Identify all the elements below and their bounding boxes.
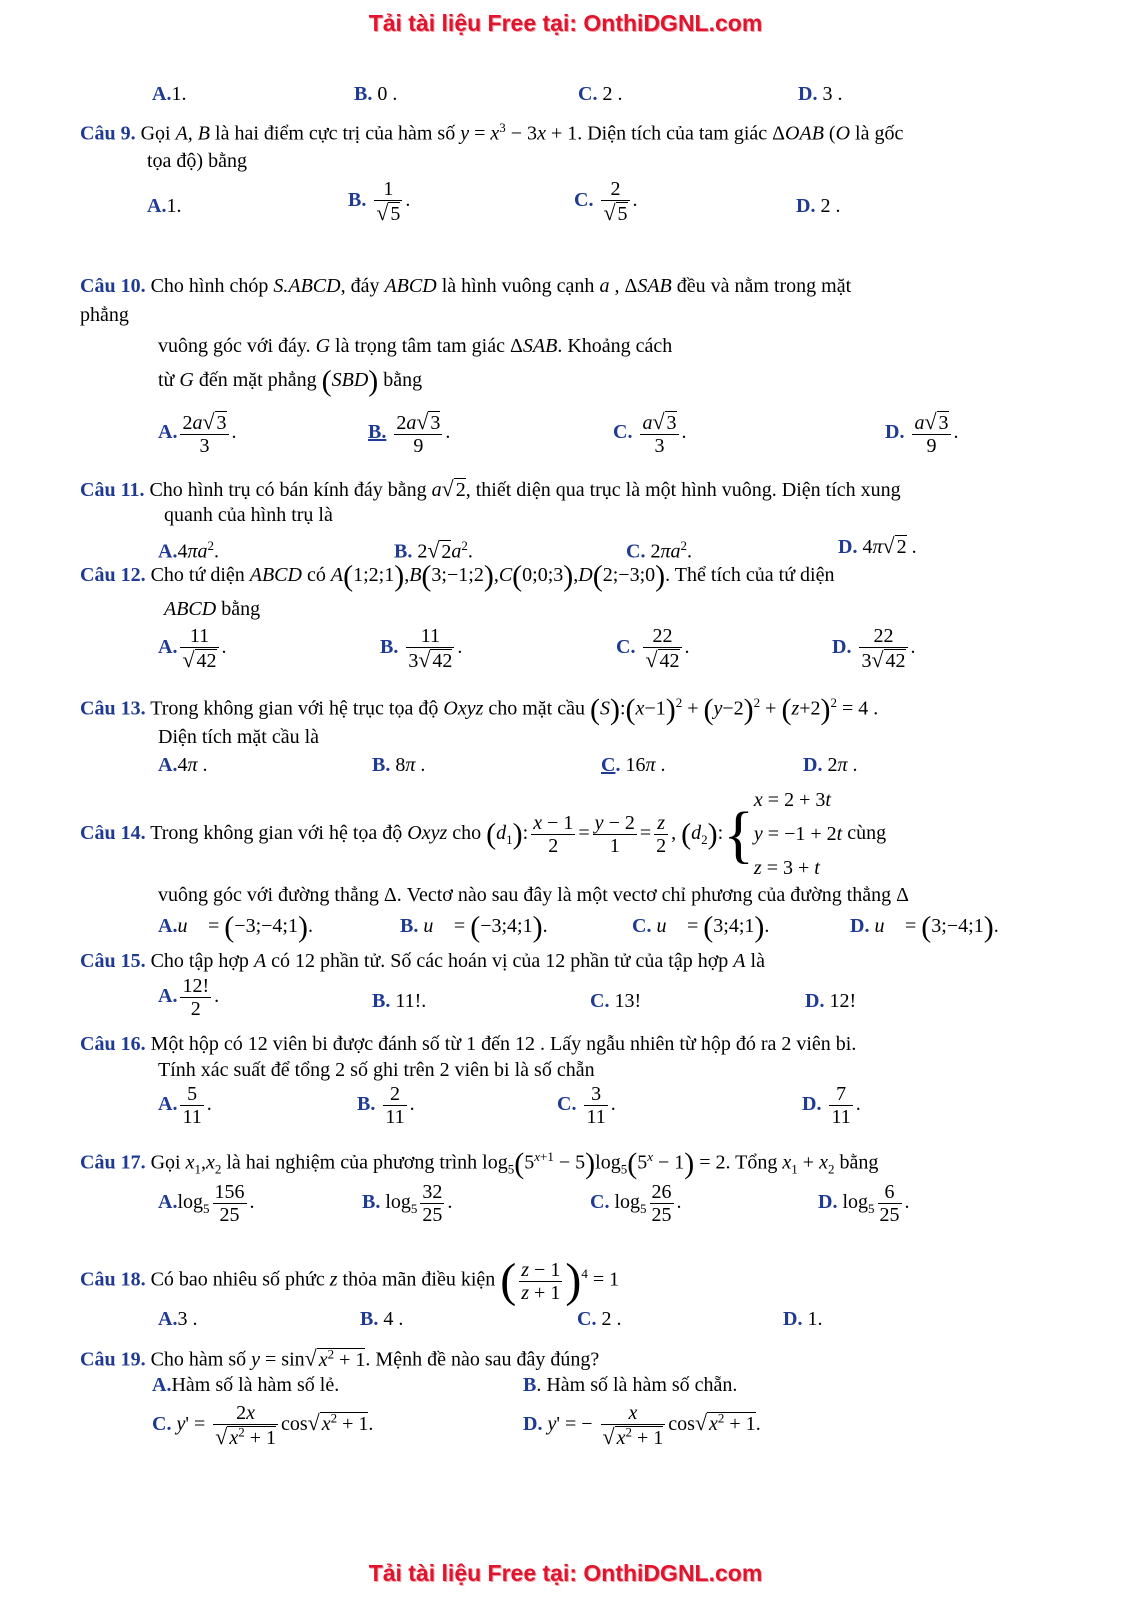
q9-option-b: B. $\frac{1}{√ 5}$ . xyxy=(348,178,411,225)
q17-stem: Câu 17. Gọi $x_1,x_2$ là hai nghiệm của phương trình $\log_5(5^{x+1} - 5)\log_5(5^x - 1) = 2$. Tổng $x_1 + x_2$ bằng xyxy=(80,1147,879,1181)
q8-option-c: C. 2 . xyxy=(578,83,623,105)
q18-stem: Câu 18. Có bao nhiêu số phức z thỏa mãn điều kiện ( $\frac{z - 1}{z + 1}$ )$^4$ = 1 xyxy=(80,1254,620,1308)
q17-option-d: D. $\log_5$ $\frac{6}{25}$ . xyxy=(818,1181,910,1226)
q15-option-d: D. 12! xyxy=(805,990,857,1012)
q15-option-a: A. $\frac{12!}{2}$ . xyxy=(158,975,220,1020)
q8-option-b: B. 0 . xyxy=(354,83,398,105)
q16-stem-cont: Tính xác suất để tổng 2 số ghi trên 2 viên bi là số chẵn xyxy=(158,1059,595,1081)
q14-option-b: B. u⃗ = (−3;4;1). xyxy=(400,910,548,944)
q13-option-a: A.4π . xyxy=(158,754,208,776)
q8-option-a: A.1. xyxy=(152,83,187,105)
q11-option-c: C. $2\pi a^2$. xyxy=(626,538,692,563)
q10-option-d: D. $\frac{a√ 3}{9}$ . xyxy=(885,409,959,458)
q15-option-c: C. 13! xyxy=(590,990,642,1012)
q11-option-a: $A.4\pi a^2$. xyxy=(158,538,219,563)
q11-option-d: D. 4π√ 2 . xyxy=(838,533,917,558)
q9-option-a: A.1. xyxy=(147,195,182,217)
q12-stem: Câu 12. Cho tứ diện ABCD có A(1;2;1),B(3;−1;2),C(0;0;3),D(2;−3;0). Thể tích của tứ diện xyxy=(80,559,835,593)
q16-stem: Câu 16. Một hộp có 12 viên bi được đánh số từ 1 đến 12 . Lấy ngẫu nhiên từ hộp đó ra 2 viên bi. xyxy=(80,1033,857,1055)
q19-option-a: A.Hàm số là hàm số lẻ. xyxy=(152,1374,340,1396)
q15-stem: Câu 15. Cho tập hợp A có 12 phần tử. Số các hoán vị của 12 phần tử của tập hợp A là xyxy=(80,950,765,972)
q9-option-c: C. $\frac{2}{√ 5}$ . xyxy=(574,178,638,225)
q13-stem: Câu 13. Trong không gian với hệ trục tọa độ Oxyz cho mặt cầu $(S):(x-1)^2 + (y-2)^2 + (z+2)^2 = 4$ . xyxy=(80,693,879,727)
q16-option-a: A. $\frac{5}{11}$ . xyxy=(158,1083,212,1128)
q16-option-d: D. $\frac{7}{11}$ . xyxy=(802,1083,861,1128)
q10-stem: Câu 10. Cho hình chóp S.ABCD, đáy ABCD là hình vuông cạnh a , ΔSAB đều và nằm trong mặt xyxy=(80,275,852,297)
q9-stem-cont: tọa độ) bằng xyxy=(147,150,247,172)
q11-stem-cont: quanh của hình trụ là xyxy=(164,504,333,526)
q14-stem: Câu 14. Trong không gian với hệ tọa độ Oxyz cho $(d_1)$: $\frac{x - 1}{2}$ = $\frac{y - 2}{1}$ = $\frac{z}{2}$ , $(d_2)$:{ x = 2 + 3t y = −1 + 2t z = 3 + t cùng xyxy=(80,789,887,880)
q10-option-c: C. $\frac{a√ 3}{3}$ . xyxy=(613,409,687,458)
q18-option-d: D. 1. xyxy=(783,1308,823,1330)
q17-option-c: C. $\log_5$ $\frac{26}{25}$ . xyxy=(590,1181,682,1226)
q12-option-c: C. $\frac{22}{√ 42}$ . xyxy=(616,625,690,672)
page-header[interactable]: Tải tài liệu Free tại: OnthiDGNL.com xyxy=(368,10,763,36)
q10-option-a: A. $\frac{2a√ 3}{3}$ . xyxy=(158,409,237,458)
q9-stem: Câu 9. Gọi A, B là hai điểm cực trị của hàm số $y = x^3 - 3x + 1$. Diện tích của tam giác ΔOAB (O là gốc xyxy=(80,120,904,145)
q17-option-a: $A.\log_5$ $\frac{156}{25}$ . xyxy=(158,1181,255,1226)
q19-stem: Câu 19. Cho hàm số y = sin√ $x^2 + 1$. Mệnh đề nào sau đây đúng? xyxy=(80,1345,600,1371)
q10-stem-cont2: vuông góc với đáy. G là trọng tâm tam giác ΔSAB. Khoảng cách xyxy=(158,335,673,357)
q10-stem-cont1: phẳng xyxy=(80,304,129,326)
q13-stem-cont: Diện tích mặt cầu là xyxy=(158,726,320,748)
q13-option-c: C. 16π . xyxy=(601,754,666,776)
q10-stem-cont3: từ G đến mặt phẳng (SBD) bằng xyxy=(158,364,423,398)
q14-option-d: D. u⃗ = (3;−4;1). xyxy=(850,910,999,944)
q18-option-b: B. 4 . xyxy=(360,1308,404,1330)
q10-option-b: B. $\frac{2a√ 3}{9}$ . xyxy=(368,409,451,458)
q13-option-d: D. 2π . xyxy=(803,754,858,776)
q8-option-d: D. 3 . xyxy=(798,83,843,105)
q12-option-d: D. $\frac{22}{3√ 42}$ . xyxy=(832,625,916,672)
q14-option-a: A.u⃗ = (−3;−4;1). xyxy=(158,910,313,944)
q19-option-c: C. y' = $\frac{2x}{√ x^2 + 1}$ cos√ $x^2 + 1$. xyxy=(152,1402,374,1449)
q19-option-b: B. Hàm số là hàm số chẵn. xyxy=(523,1374,738,1396)
q11-option-b: B. 2√ $2a^2$. xyxy=(394,537,473,563)
q18-option-c: C. 2 . xyxy=(577,1308,622,1330)
q15-option-b: B. 11!. xyxy=(372,990,427,1012)
q11-stem: Câu 11. Cho hình trụ có bán kính đáy bằng a√ 2, thiết diện qua trục là một hình vuông. Diện tích xung xyxy=(80,476,901,501)
q14-stem-cont: vuông góc với đường thẳng Δ. Vectơ nào sau đây là một vectơ chỉ phương của đường thẳng Δ xyxy=(158,884,909,906)
q19-option-d: D. y' = − $\frac{x}{√ x^2 + 1}$ cos√ $x^2 + 1$. xyxy=(523,1402,761,1449)
q12-option-b: B. $\frac{11}{3√ 42}$ . xyxy=(380,625,463,672)
q12-stem-cont: ABCD bằng xyxy=(164,598,261,620)
q16-option-b: B. $\frac{2}{11}$ . xyxy=(357,1083,415,1128)
q9-option-d: D. 2 . xyxy=(796,195,841,217)
q17-option-b: B. $\log_5$ $\frac{32}{25}$ . xyxy=(362,1181,453,1226)
q12-option-a: A. $\frac{11}{√ 42}$ . xyxy=(158,625,227,672)
page-footer[interactable]: Tải tài liệu Free tại: OnthiDGNL.com xyxy=(368,1560,763,1586)
q13-option-b: B. 8π . xyxy=(372,754,426,776)
q14-option-c: C. u⃗ = (3;4;1). xyxy=(632,910,770,944)
q16-option-c: C. $\frac{3}{11}$ . xyxy=(557,1083,616,1128)
q18-option-a: A.3 . xyxy=(158,1308,198,1330)
